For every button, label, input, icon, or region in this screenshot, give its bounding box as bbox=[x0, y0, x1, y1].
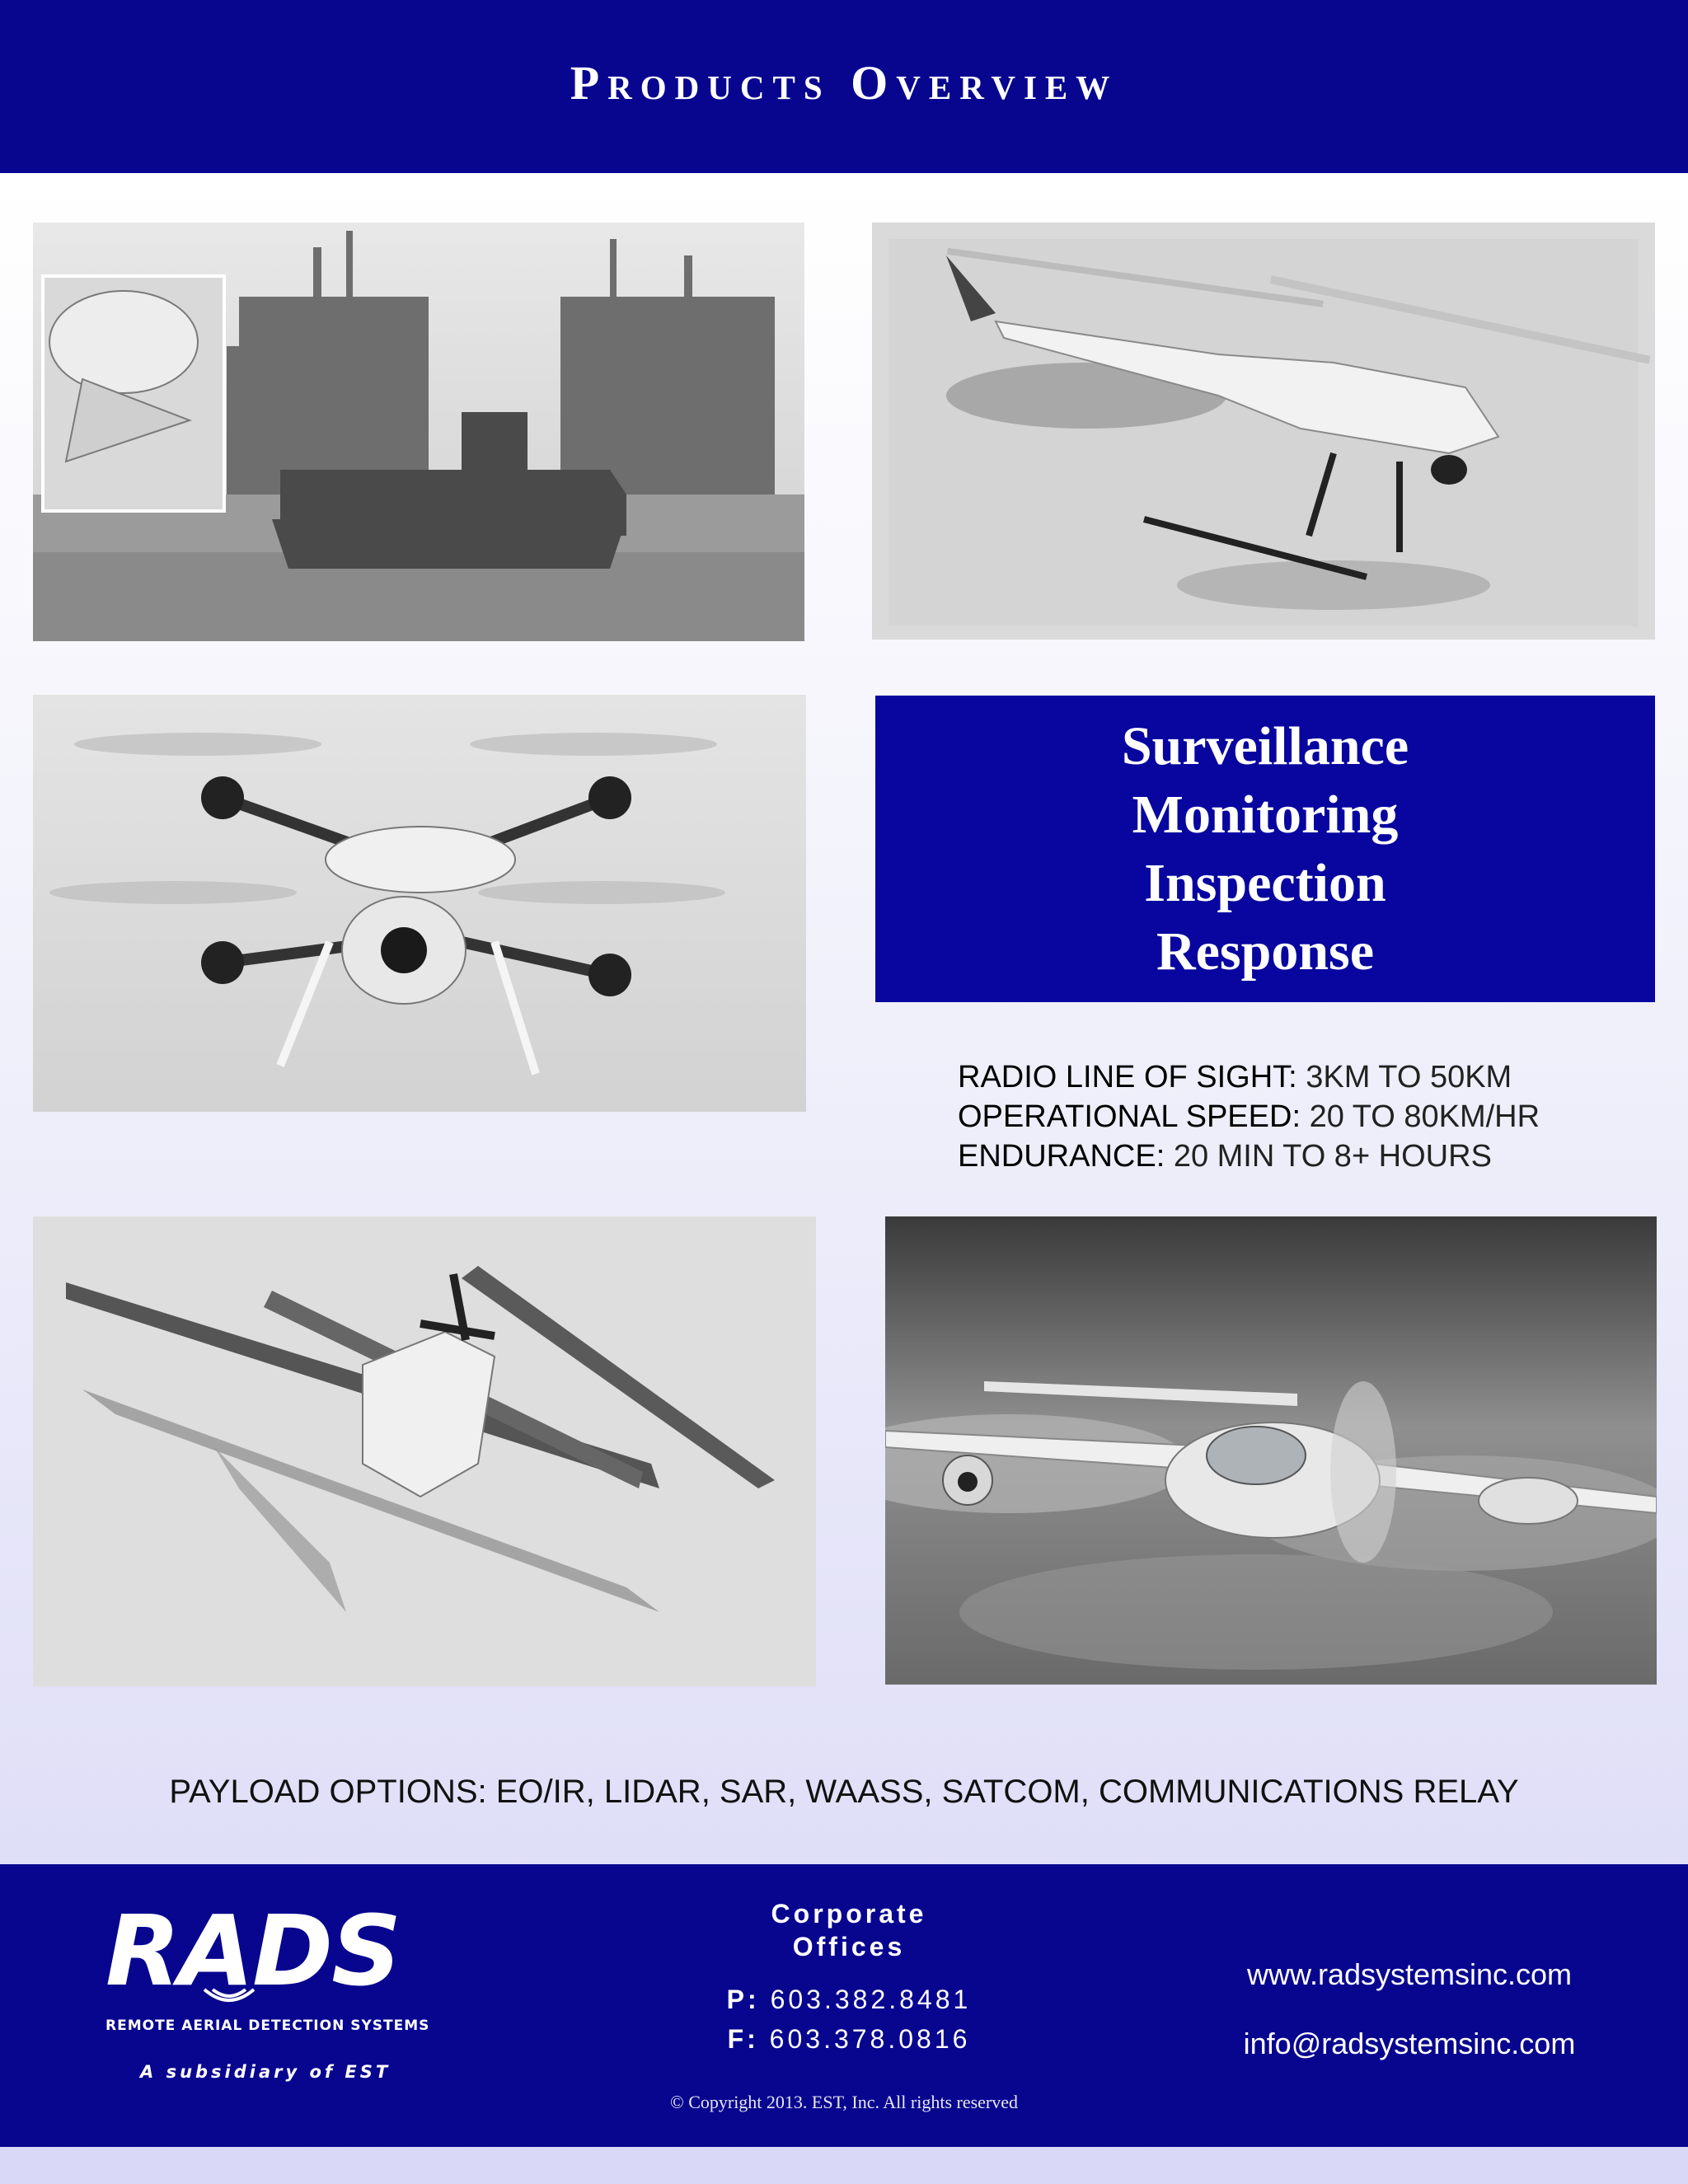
quadcopter-photo bbox=[33, 695, 806, 1112]
offices-title-line-1: Corporate bbox=[771, 1899, 927, 1929]
payload-options bbox=[0, 1774, 1688, 1811]
spec-value: 3KM TO 50KM bbox=[1306, 1060, 1512, 1094]
spec-label: RADIO LINE OF SIGHT: bbox=[958, 1060, 1297, 1094]
tagline-box bbox=[875, 696, 1655, 1002]
fax-label: F: bbox=[727, 2024, 759, 2054]
website-link[interactable]: www.radsystemsinc.com bbox=[1246, 1957, 1573, 1991]
spec-radio-line-of-sight bbox=[958, 1057, 1667, 1097]
fixed-wing-drone-photo bbox=[33, 1216, 816, 1686]
email-link[interactable]: info@radsystemsinc.com bbox=[1243, 2027, 1576, 2060]
footer bbox=[0, 1864, 1688, 2147]
logo-wordmark: RADS bbox=[106, 1894, 401, 2008]
corporate-offices bbox=[684, 1897, 1014, 2059]
aerostat-offshore-platform-photo bbox=[33, 223, 804, 641]
spec-label: OPERATIONAL SPEED: bbox=[958, 1099, 1301, 1134]
specs-list bbox=[958, 1057, 1667, 1176]
phone-number bbox=[684, 1980, 1014, 2019]
phone-label: P: bbox=[726, 1985, 760, 2014]
rads-logo bbox=[106, 1894, 430, 2082]
copyright-notice: © Copyright 2013. EST, Inc. All rights reserved bbox=[669, 2092, 1019, 2112]
tagline-monitoring: Monitoring bbox=[1132, 785, 1399, 845]
spec-label: ENDURANCE: bbox=[958, 1139, 1165, 1174]
tagline-surveillance: Surveillance bbox=[1121, 716, 1409, 776]
subsidiary-text: A subsidiary of EST bbox=[140, 2062, 392, 2082]
fax-number bbox=[684, 2019, 1014, 2059]
logo-tagline: REMOTE AERIAL DETECTION SYSTEMS bbox=[106, 2018, 430, 2034]
offices-title-line-2: Offices bbox=[792, 1932, 906, 1961]
spec-value: 20 TO 80KM/HR bbox=[1309, 1099, 1540, 1134]
unmanned-helicopter-photo bbox=[872, 223, 1655, 640]
header-bar bbox=[0, 0, 1688, 173]
phone-value: 603.382.8481 bbox=[770, 1985, 972, 2014]
spec-endurance bbox=[958, 1137, 1667, 1176]
manned-surveillance-aircraft-photo bbox=[885, 1216, 1657, 1685]
contact-info bbox=[1228, 1940, 1591, 2079]
tagline-inspection: Inspection bbox=[1144, 853, 1386, 913]
spec-operational-speed bbox=[958, 1097, 1667, 1137]
tagline-response: Response bbox=[1156, 921, 1375, 982]
page-title: Products Overview bbox=[570, 55, 1118, 110]
payload-value: EO/IR, LIDAR, SAR, WAASS, SATCOM, COMMUNICATIONS RELAY bbox=[495, 1774, 1519, 1810]
signal-waves-icon bbox=[196, 1986, 262, 2014]
spec-value: 20 MIN TO 8+ HOURS bbox=[1173, 1139, 1492, 1174]
fax-value: 603.378.0816 bbox=[769, 2024, 971, 2054]
payload-label: PAYLOAD OPTIONS: bbox=[169, 1774, 487, 1810]
